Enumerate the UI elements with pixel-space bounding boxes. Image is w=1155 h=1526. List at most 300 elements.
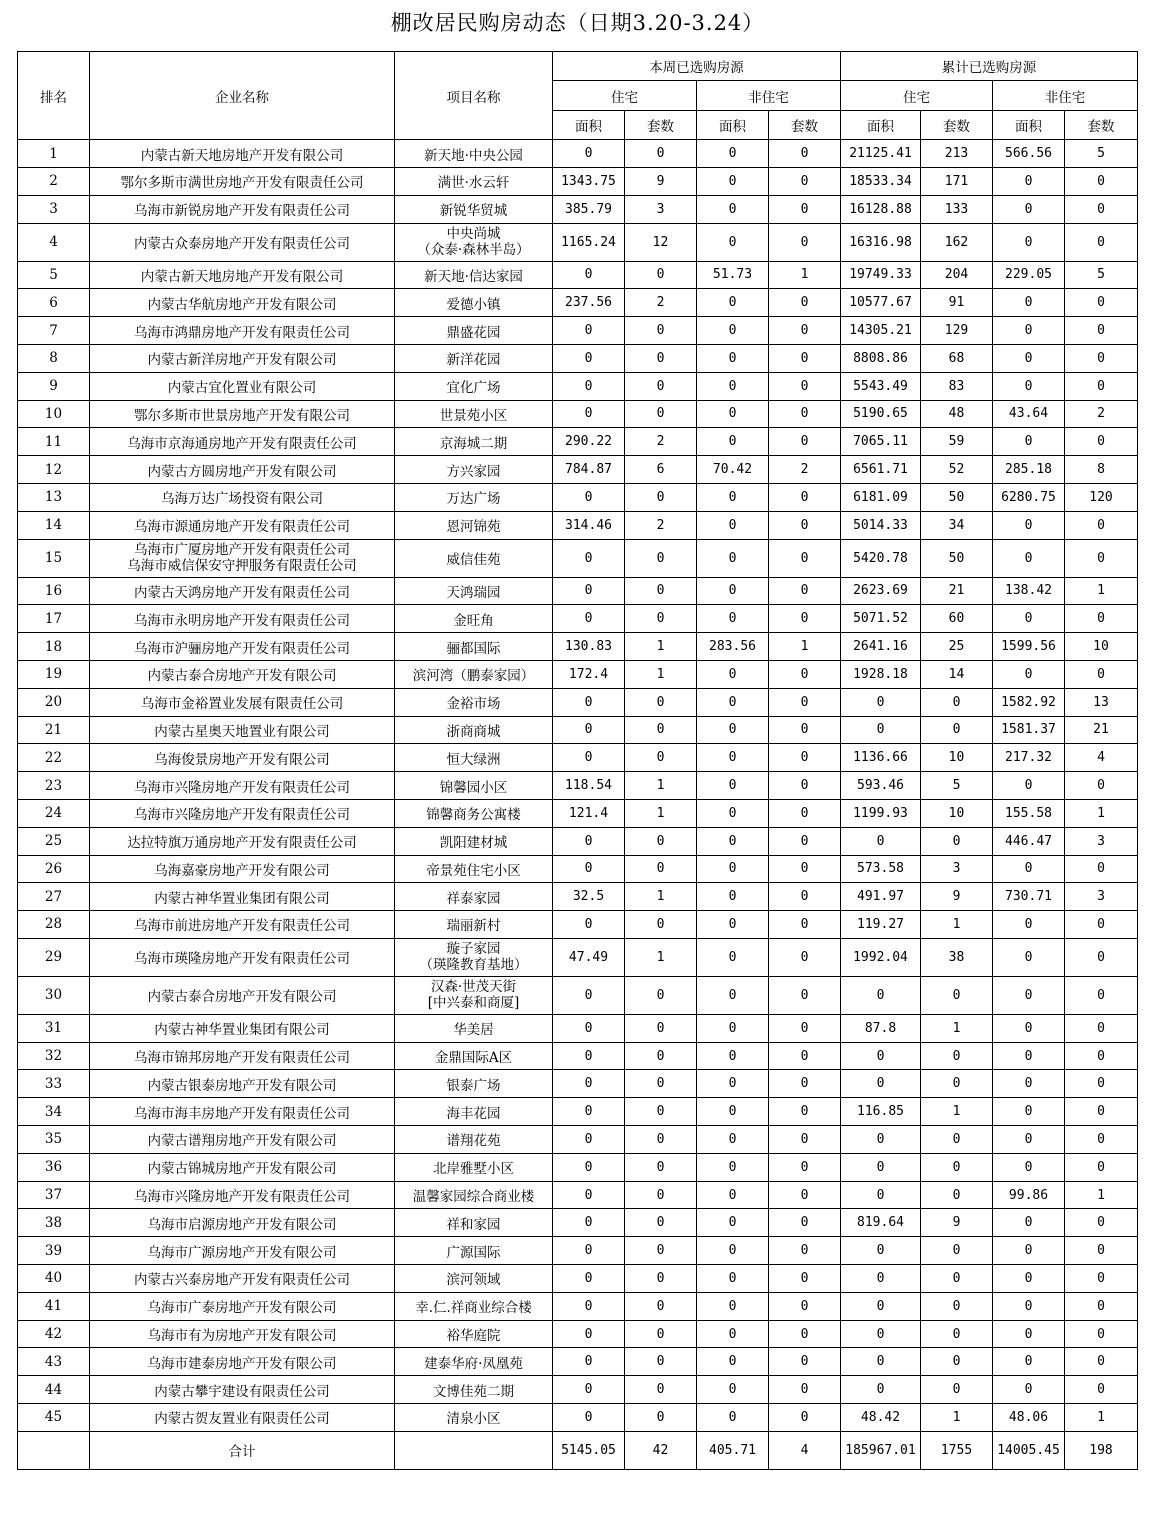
c-res-area-cell: 0 [841,716,921,744]
table-row [18,605,1138,633]
total-label: 合计 [90,1431,395,1469]
w-res-area-cell: 385.79 [553,195,625,223]
c-res-units-cell: 68 [921,344,993,372]
c-res-units-cell: 0 [921,1292,993,1320]
c-res-units-cell: 25 [921,633,993,661]
w-res-units-cell: 0 [625,1348,697,1376]
c-non-units-cell: 0 [1065,1376,1138,1404]
project-cell: 广源国际 [395,1237,553,1265]
project-cell: 威信佳苑 [395,539,553,577]
c-res-area-cell: 0 [841,827,921,855]
w-res-area-cell: 0 [553,1042,625,1070]
c-non-area-cell: 0 [993,511,1065,539]
table-body [18,140,1138,1470]
c-non-units-cell: 0 [1065,223,1138,261]
rank-cell: 10 [18,400,90,428]
c-res-units-cell: 52 [921,456,993,484]
housing-purchase-table [17,51,1138,1470]
w-non-area-cell: 0 [697,605,769,633]
total-w-non-units-cell: 4 [769,1431,841,1469]
c-res-units-cell: 0 [921,688,993,716]
rank-cell: 39 [18,1237,90,1265]
w-res-area-cell: 1343.75 [553,167,625,195]
c-non-area-cell: 43.64 [993,400,1065,428]
c-non-units-cell: 0 [1065,1014,1138,1042]
w-non-area-cell: 0 [697,1098,769,1126]
w-res-units-cell: 1 [625,633,697,661]
header-units: 套数 [769,110,841,139]
w-non-area-cell: 0 [697,372,769,400]
w-non-units-cell: 0 [769,400,841,428]
c-res-area-cell: 119.27 [841,911,921,939]
company-cell: 内蒙古谱翔房地产开发有限公司 [90,1126,395,1154]
rank-cell: 34 [18,1098,90,1126]
project-cell: 温馨家园综合商业楼 [395,1181,553,1209]
c-non-units-cell: 120 [1065,483,1138,511]
c-non-units-cell: 1 [1065,799,1138,827]
w-res-area-cell: 0 [553,976,625,1014]
w-non-area-cell: 0 [697,688,769,716]
w-res-units-cell: 0 [625,744,697,772]
c-res-units-cell: 1 [921,1014,993,1042]
w-non-area-cell: 0 [697,577,769,605]
w-non-area-cell: 0 [697,1265,769,1293]
table-row [18,1237,1138,1265]
table-row [18,1070,1138,1098]
project-cell: 海丰花园 [395,1098,553,1126]
w-non-area-cell: 0 [697,855,769,883]
c-non-units-cell: 2 [1065,400,1138,428]
w-non-area-cell: 0 [697,1404,769,1432]
w-non-area-cell: 0 [697,167,769,195]
w-non-area-cell: 0 [697,744,769,772]
rank-cell: 9 [18,372,90,400]
rank-cell: 2 [18,167,90,195]
c-res-units-cell: 3 [921,855,993,883]
project-cell [395,223,553,261]
c-non-area-cell: 0 [993,1014,1065,1042]
table-row [18,289,1138,317]
company-cell: 乌海市新锐房地产开发有限责任公司 [90,195,395,223]
c-non-units-cell: 0 [1065,1320,1138,1348]
w-res-area-cell: 0 [553,344,625,372]
w-non-area-cell: 0 [697,428,769,456]
c-res-units-cell: 9 [921,883,993,911]
c-res-units-cell: 0 [921,1237,993,1265]
c-res-area-cell: 0 [841,1265,921,1293]
c-res-units-cell: 0 [921,1376,993,1404]
c-non-units-cell: 0 [1065,1098,1138,1126]
w-non-area-cell: 70.42 [697,456,769,484]
w-res-units-cell: 0 [625,1209,697,1237]
c-res-units-cell: 1 [921,911,993,939]
w-non-area-cell: 0 [697,483,769,511]
c-non-area-cell: 217.32 [993,744,1065,772]
company-cell [90,539,395,577]
w-res-area-cell: 121.4 [553,799,625,827]
c-res-area-cell: 593.46 [841,772,921,800]
table-row [18,744,1138,772]
w-non-units-cell: 0 [769,344,841,372]
w-non-units-cell: 0 [769,716,841,744]
w-res-area-cell: 0 [553,827,625,855]
table-row [18,577,1138,605]
c-non-area-cell: 0 [993,772,1065,800]
w-non-area-cell: 0 [697,1070,769,1098]
w-res-units-cell: 0 [625,539,697,577]
w-non-area-cell: 0 [697,1014,769,1042]
c-res-area-cell: 0 [841,1320,921,1348]
project-cell-line-2: （众泰·森林半岛） [417,242,530,259]
w-res-area-cell: 784.87 [553,456,625,484]
c-non-units-cell: 0 [1065,344,1138,372]
w-res-area-cell: 0 [553,1209,625,1237]
company-cell: 乌海市锦邦房地产开发有限责任公司 [90,1042,395,1070]
w-non-area-cell: 0 [697,344,769,372]
company-cell: 内蒙古泰合房地产开发有限公司 [90,976,395,1014]
c-res-units-cell: 171 [921,167,993,195]
project-cell: 北岸雅墅小区 [395,1153,553,1181]
c-non-units-cell: 1 [1065,1181,1138,1209]
c-non-area-cell: 0 [993,1209,1065,1237]
total-c-non-units-cell: 198 [1065,1431,1138,1469]
header-rank: 排名 [18,52,90,140]
project-cell: 爱德小镇 [395,289,553,317]
c-non-area-cell: 0 [993,660,1065,688]
w-non-units-cell: 0 [769,539,841,577]
w-non-units-cell: 0 [769,1237,841,1265]
c-res-units-cell: 129 [921,317,993,345]
c-res-area-cell: 0 [841,1042,921,1070]
table-row [18,1376,1138,1404]
rank-cell: 45 [18,1404,90,1432]
w-non-units-cell: 0 [769,976,841,1014]
w-res-units-cell: 0 [625,1320,697,1348]
table-row [18,827,1138,855]
table-row [18,1181,1138,1209]
company-cell: 乌海市沪骊房地产开发有限责任公司 [90,633,395,661]
c-non-units-cell: 0 [1065,1348,1138,1376]
c-non-units-cell: 0 [1065,938,1138,976]
c-non-units-cell: 3 [1065,883,1138,911]
w-non-units-cell: 0 [769,799,841,827]
c-res-area-cell: 6561.71 [841,456,921,484]
c-non-area-cell: 730.71 [993,883,1065,911]
header-area: 面积 [553,110,625,139]
table-row [18,483,1138,511]
project-cell: 凯阳建材城 [395,827,553,855]
c-res-units-cell: 162 [921,223,993,261]
header-cumulative-residential: 住宅 [841,81,993,110]
c-non-units-cell: 0 [1065,428,1138,456]
w-res-units-cell: 0 [625,1126,697,1154]
c-non-area-cell: 0 [993,372,1065,400]
c-res-area-cell: 491.97 [841,883,921,911]
w-non-area-cell: 0 [697,317,769,345]
c-res-area-cell: 0 [841,1181,921,1209]
c-non-units-cell: 0 [1065,772,1138,800]
w-res-area-cell: 118.54 [553,772,625,800]
w-non-units-cell: 1 [769,633,841,661]
c-non-units-cell: 0 [1065,195,1138,223]
company-cell: 内蒙古泰合房地产开发有限公司 [90,660,395,688]
c-res-area-cell: 5543.49 [841,372,921,400]
company-cell: 乌海市前进房地产开发有限责任公司 [90,911,395,939]
w-res-units-cell: 0 [625,911,697,939]
table-row [18,195,1138,223]
rank-cell: 16 [18,577,90,605]
rank-cell: 11 [18,428,90,456]
w-non-units-cell: 0 [769,1098,841,1126]
c-res-area-cell: 18533.34 [841,167,921,195]
w-res-area-cell: 0 [553,855,625,883]
company-cell: 内蒙古新天地房地产开发有限公司 [90,140,395,168]
c-non-area-cell: 0 [993,1098,1065,1126]
w-non-units-cell: 0 [769,1042,841,1070]
project-cell: 滨河领域 [395,1265,553,1293]
c-non-area-cell: 0 [993,223,1065,261]
project-cell: 金旺角 [395,605,553,633]
project-cell: 文博佳苑二期 [395,1376,553,1404]
w-non-units-cell: 0 [769,511,841,539]
company-cell: 乌海市兴隆房地产开发有限责任公司 [90,1181,395,1209]
project-cell: 裕华庭院 [395,1320,553,1348]
c-res-area-cell: 0 [841,1153,921,1181]
c-non-units-cell: 0 [1065,289,1138,317]
company-cell: 内蒙古银泰房地产开发有限公司 [90,1070,395,1098]
project-cell: 新锐华贸城 [395,195,553,223]
w-non-units-cell: 0 [769,938,841,976]
w-non-area-cell: 0 [697,1320,769,1348]
company-cell: 乌海市瑛隆房地产开发有限责任公司 [90,938,395,976]
w-non-units-cell: 0 [769,372,841,400]
c-non-units-cell: 0 [1065,317,1138,345]
c-non-units-cell: 1 [1065,1404,1138,1432]
project-cell: 天鸿瑞园 [395,577,553,605]
table-row [18,688,1138,716]
table-row [18,1153,1138,1181]
c-non-units-cell: 13 [1065,688,1138,716]
w-non-area-cell: 0 [697,1237,769,1265]
c-res-units-cell: 1 [921,1098,993,1126]
project-cell: 世景苑小区 [395,400,553,428]
rank-cell: 12 [18,456,90,484]
w-non-units-cell: 0 [769,289,841,317]
w-non-units-cell: 0 [769,1181,841,1209]
table-row [18,1209,1138,1237]
w-res-area-cell: 0 [553,372,625,400]
w-non-area-cell: 0 [697,1181,769,1209]
w-res-units-cell: 0 [625,1404,697,1432]
c-res-area-cell: 1136.66 [841,744,921,772]
project-cell-line-1: 中央尚城 [446,226,501,243]
company-cell: 乌海市海丰房地产开发有限责任公司 [90,1098,395,1126]
w-res-area-cell: 0 [553,1348,625,1376]
table-row [18,539,1138,577]
w-res-units-cell: 6 [625,456,697,484]
w-res-units-cell: 0 [625,1265,697,1293]
w-non-area-cell: 0 [697,976,769,1014]
header-week-non-residential: 非住宅 [697,81,841,110]
c-res-area-cell: 819.64 [841,1209,921,1237]
c-non-area-cell: 0 [993,1292,1065,1320]
company-cell: 内蒙古兴泰房地产开发有限责任公司 [90,1265,395,1293]
c-non-area-cell: 0 [993,1153,1065,1181]
w-res-units-cell: 0 [625,688,697,716]
c-res-units-cell: 21 [921,577,993,605]
table-row [18,716,1138,744]
table-row [18,372,1138,400]
company-cell: 内蒙古神华置业集团有限公司 [90,1014,395,1042]
header-company: 企业名称 [90,52,395,140]
c-res-units-cell: 0 [921,716,993,744]
c-non-area-cell: 0 [993,1126,1065,1154]
w-non-units-cell: 0 [769,1292,841,1320]
w-non-area-cell: 0 [697,289,769,317]
header-cumulative-non-residential: 非住宅 [993,81,1138,110]
c-res-area-cell: 1928.18 [841,660,921,688]
w-res-units-cell: 0 [625,372,697,400]
c-non-area-cell: 0 [993,911,1065,939]
c-res-units-cell: 0 [921,1348,993,1376]
c-non-area-cell: 0 [993,195,1065,223]
c-non-units-cell: 0 [1065,1209,1138,1237]
company-cell: 乌海市京海通房地产开发有限责任公司 [90,428,395,456]
table-row [18,400,1138,428]
c-res-area-cell: 48.42 [841,1404,921,1432]
w-non-area-cell: 0 [697,511,769,539]
w-non-units-cell: 0 [769,744,841,772]
rank-cell: 40 [18,1265,90,1293]
w-non-units-cell: 0 [769,1070,841,1098]
project-cell: 华美居 [395,1014,553,1042]
project-cell: 谱翔花苑 [395,1126,553,1154]
project-cell-line-2: [中兴泰和商厦] [427,995,520,1012]
project-cell: 金鼎国际A区 [395,1042,553,1070]
w-res-area-cell: 0 [553,1126,625,1154]
w-res-units-cell: 0 [625,317,697,345]
w-non-units-cell: 0 [769,140,841,168]
w-res-area-cell: 32.5 [553,883,625,911]
rank-cell: 31 [18,1014,90,1042]
rank-cell: 22 [18,744,90,772]
c-res-units-cell: 10 [921,744,993,772]
project-cell: 新天地·中央公园 [395,140,553,168]
rank-cell: 44 [18,1376,90,1404]
company-cell: 内蒙古攀宇建设有限责任公司 [90,1376,395,1404]
rank-cell: 8 [18,344,90,372]
w-res-units-cell: 0 [625,827,697,855]
w-res-area-cell: 0 [553,1265,625,1293]
w-res-units-cell: 0 [625,605,697,633]
rank-cell: 19 [18,660,90,688]
w-non-units-cell: 0 [769,1320,841,1348]
company-cell: 乌海市源通房地产开发有限责任公司 [90,511,395,539]
total-c-res-units-cell: 1755 [921,1431,993,1469]
c-non-area-cell: 229.05 [993,261,1065,289]
w-res-area-cell: 0 [553,1181,625,1209]
c-non-units-cell: 0 [1065,1042,1138,1070]
w-non-units-cell: 0 [769,827,841,855]
table-row [18,799,1138,827]
c-res-units-cell: 5 [921,772,993,800]
w-res-area-cell: 0 [553,1404,625,1432]
c-non-area-cell: 446.47 [993,827,1065,855]
table-row [18,1348,1138,1376]
w-res-units-cell: 1 [625,938,697,976]
company-cell: 内蒙古锦城房地产开发有限公司 [90,1153,395,1181]
company-cell: 乌海市启源房地产开发有限公司 [90,1209,395,1237]
table-row [18,344,1138,372]
c-non-area-cell: 0 [993,855,1065,883]
company-cell: 内蒙古宜化置业有限公司 [90,372,395,400]
table-row [18,660,1138,688]
w-non-area-cell: 0 [697,1348,769,1376]
project-cell: 建泰华府·凤凰苑 [395,1348,553,1376]
rank-cell: 7 [18,317,90,345]
rank-cell: 37 [18,1181,90,1209]
table-row [18,976,1138,1014]
company-cell: 内蒙古神华置业集团有限公司 [90,883,395,911]
w-res-area-cell: 0 [553,1153,625,1181]
w-res-units-cell: 0 [625,1376,697,1404]
table-row [18,1014,1138,1042]
project-cell-line-1: 汉森·世茂天街 [430,979,517,996]
w-non-units-cell: 0 [769,1265,841,1293]
w-res-area-cell: 130.83 [553,633,625,661]
c-non-units-cell: 4 [1065,744,1138,772]
w-res-area-cell: 0 [553,1237,625,1265]
w-res-area-cell: 0 [553,1070,625,1098]
w-non-units-cell: 0 [769,1014,841,1042]
c-res-units-cell: 50 [921,539,993,577]
w-res-area-cell: 0 [553,744,625,772]
table-row [18,883,1138,911]
w-non-area-cell: 0 [697,1376,769,1404]
w-res-area-cell: 1165.24 [553,223,625,261]
project-cell: 新洋花园 [395,344,553,372]
table-row [18,911,1138,939]
w-res-units-cell: 2 [625,428,697,456]
total-w-res-area-cell: 5145.05 [553,1431,625,1469]
rank-cell: 24 [18,799,90,827]
c-non-units-cell: 0 [1065,1070,1138,1098]
c-non-area-cell: 0 [993,1265,1065,1293]
c-non-area-cell: 0 [993,1376,1065,1404]
w-res-units-cell: 0 [625,855,697,883]
c-res-units-cell: 204 [921,261,993,289]
w-res-area-cell: 237.56 [553,289,625,317]
w-non-units-cell: 0 [769,1348,841,1376]
c-non-units-cell: 0 [1065,1292,1138,1320]
w-res-units-cell: 0 [625,1014,697,1042]
c-non-area-cell: 138.42 [993,577,1065,605]
c-res-area-cell: 21125.41 [841,140,921,168]
header-area: 面积 [993,110,1065,139]
company-cell: 内蒙古方圆房地产开发有限公司 [90,456,395,484]
rank-cell: 14 [18,511,90,539]
rank-cell: 20 [18,688,90,716]
c-res-area-cell: 0 [841,1348,921,1376]
c-non-area-cell: 0 [993,1348,1065,1376]
c-res-area-cell: 16316.98 [841,223,921,261]
w-res-area-cell: 172.4 [553,660,625,688]
table-row [18,1404,1138,1432]
w-non-area-cell: 0 [697,539,769,577]
c-non-units-cell: 0 [1065,605,1138,633]
c-res-area-cell: 5420.78 [841,539,921,577]
c-res-units-cell: 0 [921,1181,993,1209]
